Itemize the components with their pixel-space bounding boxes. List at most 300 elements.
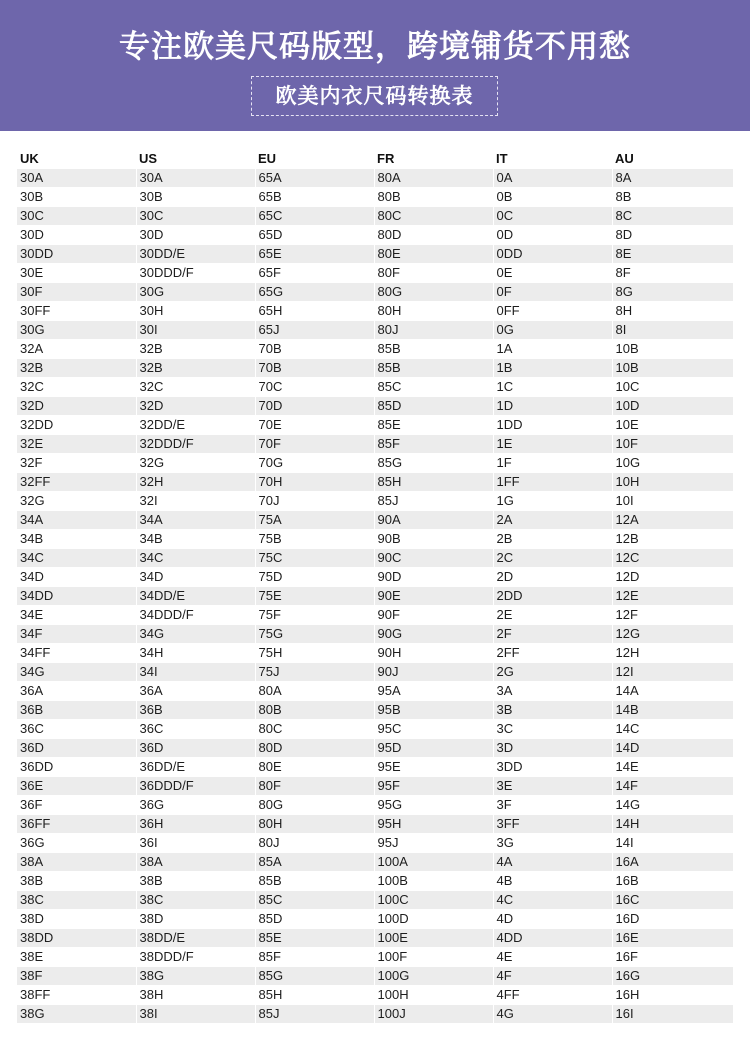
column-header-us: US: [136, 150, 255, 169]
table-cell-fr: 90C: [374, 549, 493, 568]
table-cell-eu: 75F: [255, 606, 374, 625]
table-cell-au: 8C: [612, 207, 733, 226]
column-header-eu: EU: [255, 150, 374, 169]
table-row: [17, 701, 733, 720]
table-cell-au: 16E: [612, 929, 733, 948]
table-cell-eu: 80A: [255, 682, 374, 701]
table-cell-au: 10I: [612, 492, 733, 511]
table-cell-us: 38G: [136, 967, 255, 986]
table-cell-au: 16F: [612, 948, 733, 967]
table-cell-us: 34A: [136, 511, 255, 530]
table-cell-it: 0A: [493, 169, 612, 188]
table-cell-au: 14I: [612, 834, 733, 853]
table-cell-uk: 34C: [17, 549, 136, 568]
table-cell-fr: 85C: [374, 378, 493, 397]
table-cell-it: 2FF: [493, 644, 612, 663]
table-cell-it: 2F: [493, 625, 612, 644]
table-cell-uk: 32FF: [17, 473, 136, 492]
table-cell-au: 10B: [612, 340, 733, 359]
table-cell-fr: 85B: [374, 359, 493, 378]
table-cell-au: 12E: [612, 587, 733, 606]
table-cell-uk: 34E: [17, 606, 136, 625]
table-cell-us: 38I: [136, 1005, 255, 1024]
table-cell-eu: 80E: [255, 758, 374, 777]
table-cell-uk: 30E: [17, 264, 136, 283]
table-row: [17, 188, 733, 207]
table-cell-au: 12I: [612, 663, 733, 682]
table-cell-it: 4D: [493, 910, 612, 929]
table-cell-us: 34DDD/F: [136, 606, 255, 625]
table-cell-us: 30H: [136, 302, 255, 321]
table-cell-eu: 75E: [255, 587, 374, 606]
table-cell-it: 0C: [493, 207, 612, 226]
table-cell-uk: 36DD: [17, 758, 136, 777]
table-cell-it: 0FF: [493, 302, 612, 321]
table-cell-it: 0G: [493, 321, 612, 340]
table-cell-it: 3A: [493, 682, 612, 701]
table-row: [17, 169, 733, 188]
table-cell-us: 30I: [136, 321, 255, 340]
table-cell-au: 12H: [612, 644, 733, 663]
table-cell-fr: 95B: [374, 701, 493, 720]
table-cell-it: 1DD: [493, 416, 612, 435]
table-row: [17, 397, 733, 416]
table-cell-eu: 80B: [255, 701, 374, 720]
table-cell-eu: 65E: [255, 245, 374, 264]
table-cell-us: 38C: [136, 891, 255, 910]
table-cell-eu: 85D: [255, 910, 374, 929]
table-cell-it: 3E: [493, 777, 612, 796]
table-cell-uk: 30B: [17, 188, 136, 207]
table-cell-it: 3B: [493, 701, 612, 720]
table-cell-au: 10D: [612, 397, 733, 416]
table-cell-eu: 65D: [255, 226, 374, 245]
table-cell-fr: 80E: [374, 245, 493, 264]
table-cell-fr: 80A: [374, 169, 493, 188]
table-cell-eu: 75A: [255, 511, 374, 530]
table-cell-eu: 70D: [255, 397, 374, 416]
table-cell-uk: 32F: [17, 454, 136, 473]
table-cell-uk: 36G: [17, 834, 136, 853]
table-cell-eu: 75B: [255, 530, 374, 549]
table-cell-uk: 34DD: [17, 587, 136, 606]
table-cell-eu: 70B: [255, 359, 374, 378]
table-cell-us: 36DDD/F: [136, 777, 255, 796]
table-cell-eu: 80J: [255, 834, 374, 853]
table-cell-au: 10H: [612, 473, 733, 492]
table-cell-uk: 34D: [17, 568, 136, 587]
table-cell-uk: 38G: [17, 1005, 136, 1024]
table-cell-uk: 32DD: [17, 416, 136, 435]
table-cell-eu: 65F: [255, 264, 374, 283]
table-cell-eu: 80G: [255, 796, 374, 815]
table-cell-us: 34D: [136, 568, 255, 587]
column-header-uk: UK: [17, 150, 136, 169]
table-cell-fr: 95D: [374, 739, 493, 758]
table-cell-us: 32I: [136, 492, 255, 511]
table-cell-uk: 34G: [17, 663, 136, 682]
table-cell-fr: 95C: [374, 720, 493, 739]
table-cell-it: 0D: [493, 226, 612, 245]
size-conversion-table-container: [17, 150, 733, 1024]
table-row: [17, 663, 733, 682]
table-cell-fr: 80D: [374, 226, 493, 245]
table-cell-uk: 34F: [17, 625, 136, 644]
table-cell-uk: 36C: [17, 720, 136, 739]
table-cell-us: 36C: [136, 720, 255, 739]
table-cell-au: 8H: [612, 302, 733, 321]
table-cell-us: 38A: [136, 853, 255, 872]
header-banner: [0, 0, 750, 131]
column-header-au: AU: [612, 150, 733, 169]
table-cell-fr: 90G: [374, 625, 493, 644]
table-cell-fr: 95J: [374, 834, 493, 853]
table-cell-fr: 100G: [374, 967, 493, 986]
page-title: 专注欧美尺码版型，跨境铺货不用愁: [119, 29, 631, 65]
size-conversion-table: [17, 150, 734, 1024]
table-cell-it: 4C: [493, 891, 612, 910]
table-cell-eu: 75H: [255, 644, 374, 663]
table-row: [17, 302, 733, 321]
table-cell-eu: 70G: [255, 454, 374, 473]
table-cell-au: 14B: [612, 701, 733, 720]
table-cell-it: 0DD: [493, 245, 612, 264]
table-cell-us: 36D: [136, 739, 255, 758]
table-cell-us: 30G: [136, 283, 255, 302]
table-cell-eu: 85F: [255, 948, 374, 967]
table-cell-us: 34C: [136, 549, 255, 568]
table-cell-eu: 70E: [255, 416, 374, 435]
table-cell-au: 8I: [612, 321, 733, 340]
table-cell-au: 8G: [612, 283, 733, 302]
table-cell-uk: 36F: [17, 796, 136, 815]
column-header-fr: FR: [374, 150, 493, 169]
table-cell-uk: 36B: [17, 701, 136, 720]
table-cell-eu: 85J: [255, 1005, 374, 1024]
table-cell-us: 32D: [136, 397, 255, 416]
table-cell-it: 0B: [493, 188, 612, 207]
table-row: [17, 378, 733, 397]
table-header-row: [17, 150, 733, 169]
table-cell-eu: 75J: [255, 663, 374, 682]
table-cell-au: 16G: [612, 967, 733, 986]
table-cell-it: 2A: [493, 511, 612, 530]
table-row: [17, 948, 733, 967]
table-cell-fr: 100H: [374, 986, 493, 1005]
table-cell-us: 30C: [136, 207, 255, 226]
table-cell-fr: 95A: [374, 682, 493, 701]
table-cell-it: 1FF: [493, 473, 612, 492]
table-cell-fr: 85J: [374, 492, 493, 511]
table-cell-au: 8A: [612, 169, 733, 188]
table-cell-us: 38D: [136, 910, 255, 929]
table-cell-it: 2D: [493, 568, 612, 587]
table-cell-it: 1E: [493, 435, 612, 454]
table-cell-it: 2C: [493, 549, 612, 568]
table-cell-fr: 85G: [374, 454, 493, 473]
table-cell-au: 14F: [612, 777, 733, 796]
table-cell-us: 32C: [136, 378, 255, 397]
table-cell-uk: 36E: [17, 777, 136, 796]
table-cell-uk: 32A: [17, 340, 136, 359]
table-row: [17, 929, 733, 948]
table-row: [17, 682, 733, 701]
table-cell-it: 2E: [493, 606, 612, 625]
table-row: [17, 967, 733, 986]
table-cell-us: 32H: [136, 473, 255, 492]
table-subtitle: 欧美内衣尺码转换表: [251, 76, 498, 116]
table-cell-au: 16C: [612, 891, 733, 910]
table-cell-it: 2DD: [493, 587, 612, 606]
table-row: [17, 720, 733, 739]
table-cell-uk: 30G: [17, 321, 136, 340]
table-cell-eu: 70H: [255, 473, 374, 492]
table-cell-eu: 70B: [255, 340, 374, 359]
table-cell-fr: 85B: [374, 340, 493, 359]
table-cell-it: 3FF: [493, 815, 612, 834]
table-cell-uk: 32C: [17, 378, 136, 397]
table-cell-uk: 34A: [17, 511, 136, 530]
table-cell-it: 3C: [493, 720, 612, 739]
table-cell-us: 32B: [136, 340, 255, 359]
table-cell-eu: 85G: [255, 967, 374, 986]
table-cell-uk: 30DD: [17, 245, 136, 264]
table-row: [17, 1005, 733, 1024]
table-cell-it: 3D: [493, 739, 612, 758]
table-cell-au: 8F: [612, 264, 733, 283]
table-cell-fr: 90F: [374, 606, 493, 625]
table-cell-it: 2G: [493, 663, 612, 682]
table-cell-us: 38B: [136, 872, 255, 891]
table-cell-au: 12D: [612, 568, 733, 587]
table-cell-it: 4E: [493, 948, 612, 967]
table-cell-uk: 36D: [17, 739, 136, 758]
table-row: [17, 644, 733, 663]
table-cell-fr: 100F: [374, 948, 493, 967]
table-row: [17, 340, 733, 359]
table-cell-uk: 30A: [17, 169, 136, 188]
table-cell-au: 10C: [612, 378, 733, 397]
table-cell-au: 8B: [612, 188, 733, 207]
table-cell-us: 36I: [136, 834, 255, 853]
table-cell-au: 14D: [612, 739, 733, 758]
table-cell-fr: 100C: [374, 891, 493, 910]
table-cell-eu: 65H: [255, 302, 374, 321]
table-cell-us: 34I: [136, 663, 255, 682]
table-cell-au: 14H: [612, 815, 733, 834]
table-cell-fr: 100A: [374, 853, 493, 872]
table-cell-fr: 95F: [374, 777, 493, 796]
table-row: [17, 568, 733, 587]
table-cell-eu: 85C: [255, 891, 374, 910]
table-row: [17, 815, 733, 834]
table-row: [17, 872, 733, 891]
table-cell-au: 16H: [612, 986, 733, 1005]
table-cell-us: 34G: [136, 625, 255, 644]
table-cell-fr: 85H: [374, 473, 493, 492]
table-row: [17, 891, 733, 910]
table-cell-uk: 36A: [17, 682, 136, 701]
table-cell-uk: 30FF: [17, 302, 136, 321]
table-cell-fr: 95G: [374, 796, 493, 815]
table-cell-eu: 80C: [255, 720, 374, 739]
table-cell-fr: 80J: [374, 321, 493, 340]
table-row: [17, 625, 733, 644]
table-cell-us: 36DD/E: [136, 758, 255, 777]
table-cell-fr: 100E: [374, 929, 493, 948]
table-row: [17, 530, 733, 549]
table-cell-us: 30DDD/F: [136, 264, 255, 283]
table-cell-au: 10E: [612, 416, 733, 435]
table-row: [17, 758, 733, 777]
table-cell-fr: 90J: [374, 663, 493, 682]
table-cell-fr: 100D: [374, 910, 493, 929]
table-cell-uk: 30C: [17, 207, 136, 226]
table-cell-uk: 38F: [17, 967, 136, 986]
table-cell-fr: 85E: [374, 416, 493, 435]
table-cell-it: 1C: [493, 378, 612, 397]
table-cell-uk: 30D: [17, 226, 136, 245]
table-cell-it: 4G: [493, 1005, 612, 1024]
table-cell-us: 34B: [136, 530, 255, 549]
table-cell-eu: 80H: [255, 815, 374, 834]
table-cell-us: 30D: [136, 226, 255, 245]
table-cell-au: 10B: [612, 359, 733, 378]
table-row: [17, 264, 733, 283]
table-cell-fr: 85D: [374, 397, 493, 416]
table-cell-uk: 38B: [17, 872, 136, 891]
table-cell-us: 36B: [136, 701, 255, 720]
table-cell-uk: 36FF: [17, 815, 136, 834]
table-cell-eu: 65G: [255, 283, 374, 302]
table-cell-eu: 75G: [255, 625, 374, 644]
table-cell-it: 2B: [493, 530, 612, 549]
table-cell-uk: 32G: [17, 492, 136, 511]
table-cell-au: 12C: [612, 549, 733, 568]
table-cell-uk: 38DD: [17, 929, 136, 948]
table-row: [17, 511, 733, 530]
table-cell-it: 1A: [493, 340, 612, 359]
table-cell-it: 1B: [493, 359, 612, 378]
table-cell-it: 3G: [493, 834, 612, 853]
table-cell-it: 3DD: [493, 758, 612, 777]
table-cell-fr: 100J: [374, 1005, 493, 1024]
table-cell-it: 0F: [493, 283, 612, 302]
table-cell-uk: 38D: [17, 910, 136, 929]
table-cell-au: 8D: [612, 226, 733, 245]
table-cell-it: 4FF: [493, 986, 612, 1005]
table-cell-fr: 80B: [374, 188, 493, 207]
table-row: [17, 435, 733, 454]
table-cell-us: 38DD/E: [136, 929, 255, 948]
table-cell-uk: 38A: [17, 853, 136, 872]
table-row: [17, 416, 733, 435]
table-cell-eu: 65A: [255, 169, 374, 188]
table-row: [17, 777, 733, 796]
table-row: [17, 473, 733, 492]
table-cell-us: 36H: [136, 815, 255, 834]
table-cell-au: 14C: [612, 720, 733, 739]
table-cell-fr: 100B: [374, 872, 493, 891]
table-cell-au: 14G: [612, 796, 733, 815]
table-cell-fr: 80C: [374, 207, 493, 226]
table-row: [17, 492, 733, 511]
table-cell-fr: 80H: [374, 302, 493, 321]
table-cell-au: 10F: [612, 435, 733, 454]
table-cell-fr: 90H: [374, 644, 493, 663]
table-cell-eu: 65B: [255, 188, 374, 207]
table-cell-uk: 32D: [17, 397, 136, 416]
table-cell-au: 12G: [612, 625, 733, 644]
table-cell-uk: 38FF: [17, 986, 136, 1005]
table-cell-eu: 70C: [255, 378, 374, 397]
table-cell-us: 34H: [136, 644, 255, 663]
table-cell-au: 8E: [612, 245, 733, 264]
table-row: [17, 739, 733, 758]
table-row: [17, 359, 733, 378]
table-cell-fr: 95E: [374, 758, 493, 777]
table-cell-eu: 85A: [255, 853, 374, 872]
table-cell-eu: 80F: [255, 777, 374, 796]
table-cell-uk: 34B: [17, 530, 136, 549]
table-cell-fr: 80F: [374, 264, 493, 283]
table-cell-au: 16A: [612, 853, 733, 872]
table-cell-uk: 32E: [17, 435, 136, 454]
table-cell-us: 36A: [136, 682, 255, 701]
table-cell-eu: 70F: [255, 435, 374, 454]
table-cell-us: 32G: [136, 454, 255, 473]
table-body: [17, 169, 733, 1024]
table-cell-eu: 85H: [255, 986, 374, 1005]
table-cell-uk: 30F: [17, 283, 136, 302]
table-row: [17, 853, 733, 872]
table-cell-fr: 90D: [374, 568, 493, 587]
table-cell-eu: 85B: [255, 872, 374, 891]
table-cell-it: 4F: [493, 967, 612, 986]
table-cell-eu: 80D: [255, 739, 374, 758]
table-row: [17, 834, 733, 853]
table-cell-au: 14A: [612, 682, 733, 701]
table-cell-it: 1G: [493, 492, 612, 511]
table-row: [17, 796, 733, 815]
table-cell-fr: 90B: [374, 530, 493, 549]
table-cell-us: 36G: [136, 796, 255, 815]
table-cell-au: 12F: [612, 606, 733, 625]
table-cell-us: 38DDD/F: [136, 948, 255, 967]
table-row: [17, 283, 733, 302]
table-cell-fr: 90A: [374, 511, 493, 530]
table-cell-eu: 85E: [255, 929, 374, 948]
table-cell-fr: 85F: [374, 435, 493, 454]
table-cell-us: 32DD/E: [136, 416, 255, 435]
table-row: [17, 986, 733, 1005]
table-cell-it: 4B: [493, 872, 612, 891]
table-row: [17, 549, 733, 568]
table-row: [17, 321, 733, 340]
table-cell-it: 0E: [493, 264, 612, 283]
table-cell-uk: 34FF: [17, 644, 136, 663]
table-cell-it: 4DD: [493, 929, 612, 948]
table-row: [17, 207, 733, 226]
table-cell-au: 16B: [612, 872, 733, 891]
table-cell-uk: 38E: [17, 948, 136, 967]
table-cell-au: 16I: [612, 1005, 733, 1024]
table-cell-fr: 90E: [374, 587, 493, 606]
table-cell-it: 1F: [493, 454, 612, 473]
table-cell-us: 30A: [136, 169, 255, 188]
table-cell-us: 30B: [136, 188, 255, 207]
table-cell-it: 3F: [493, 796, 612, 815]
